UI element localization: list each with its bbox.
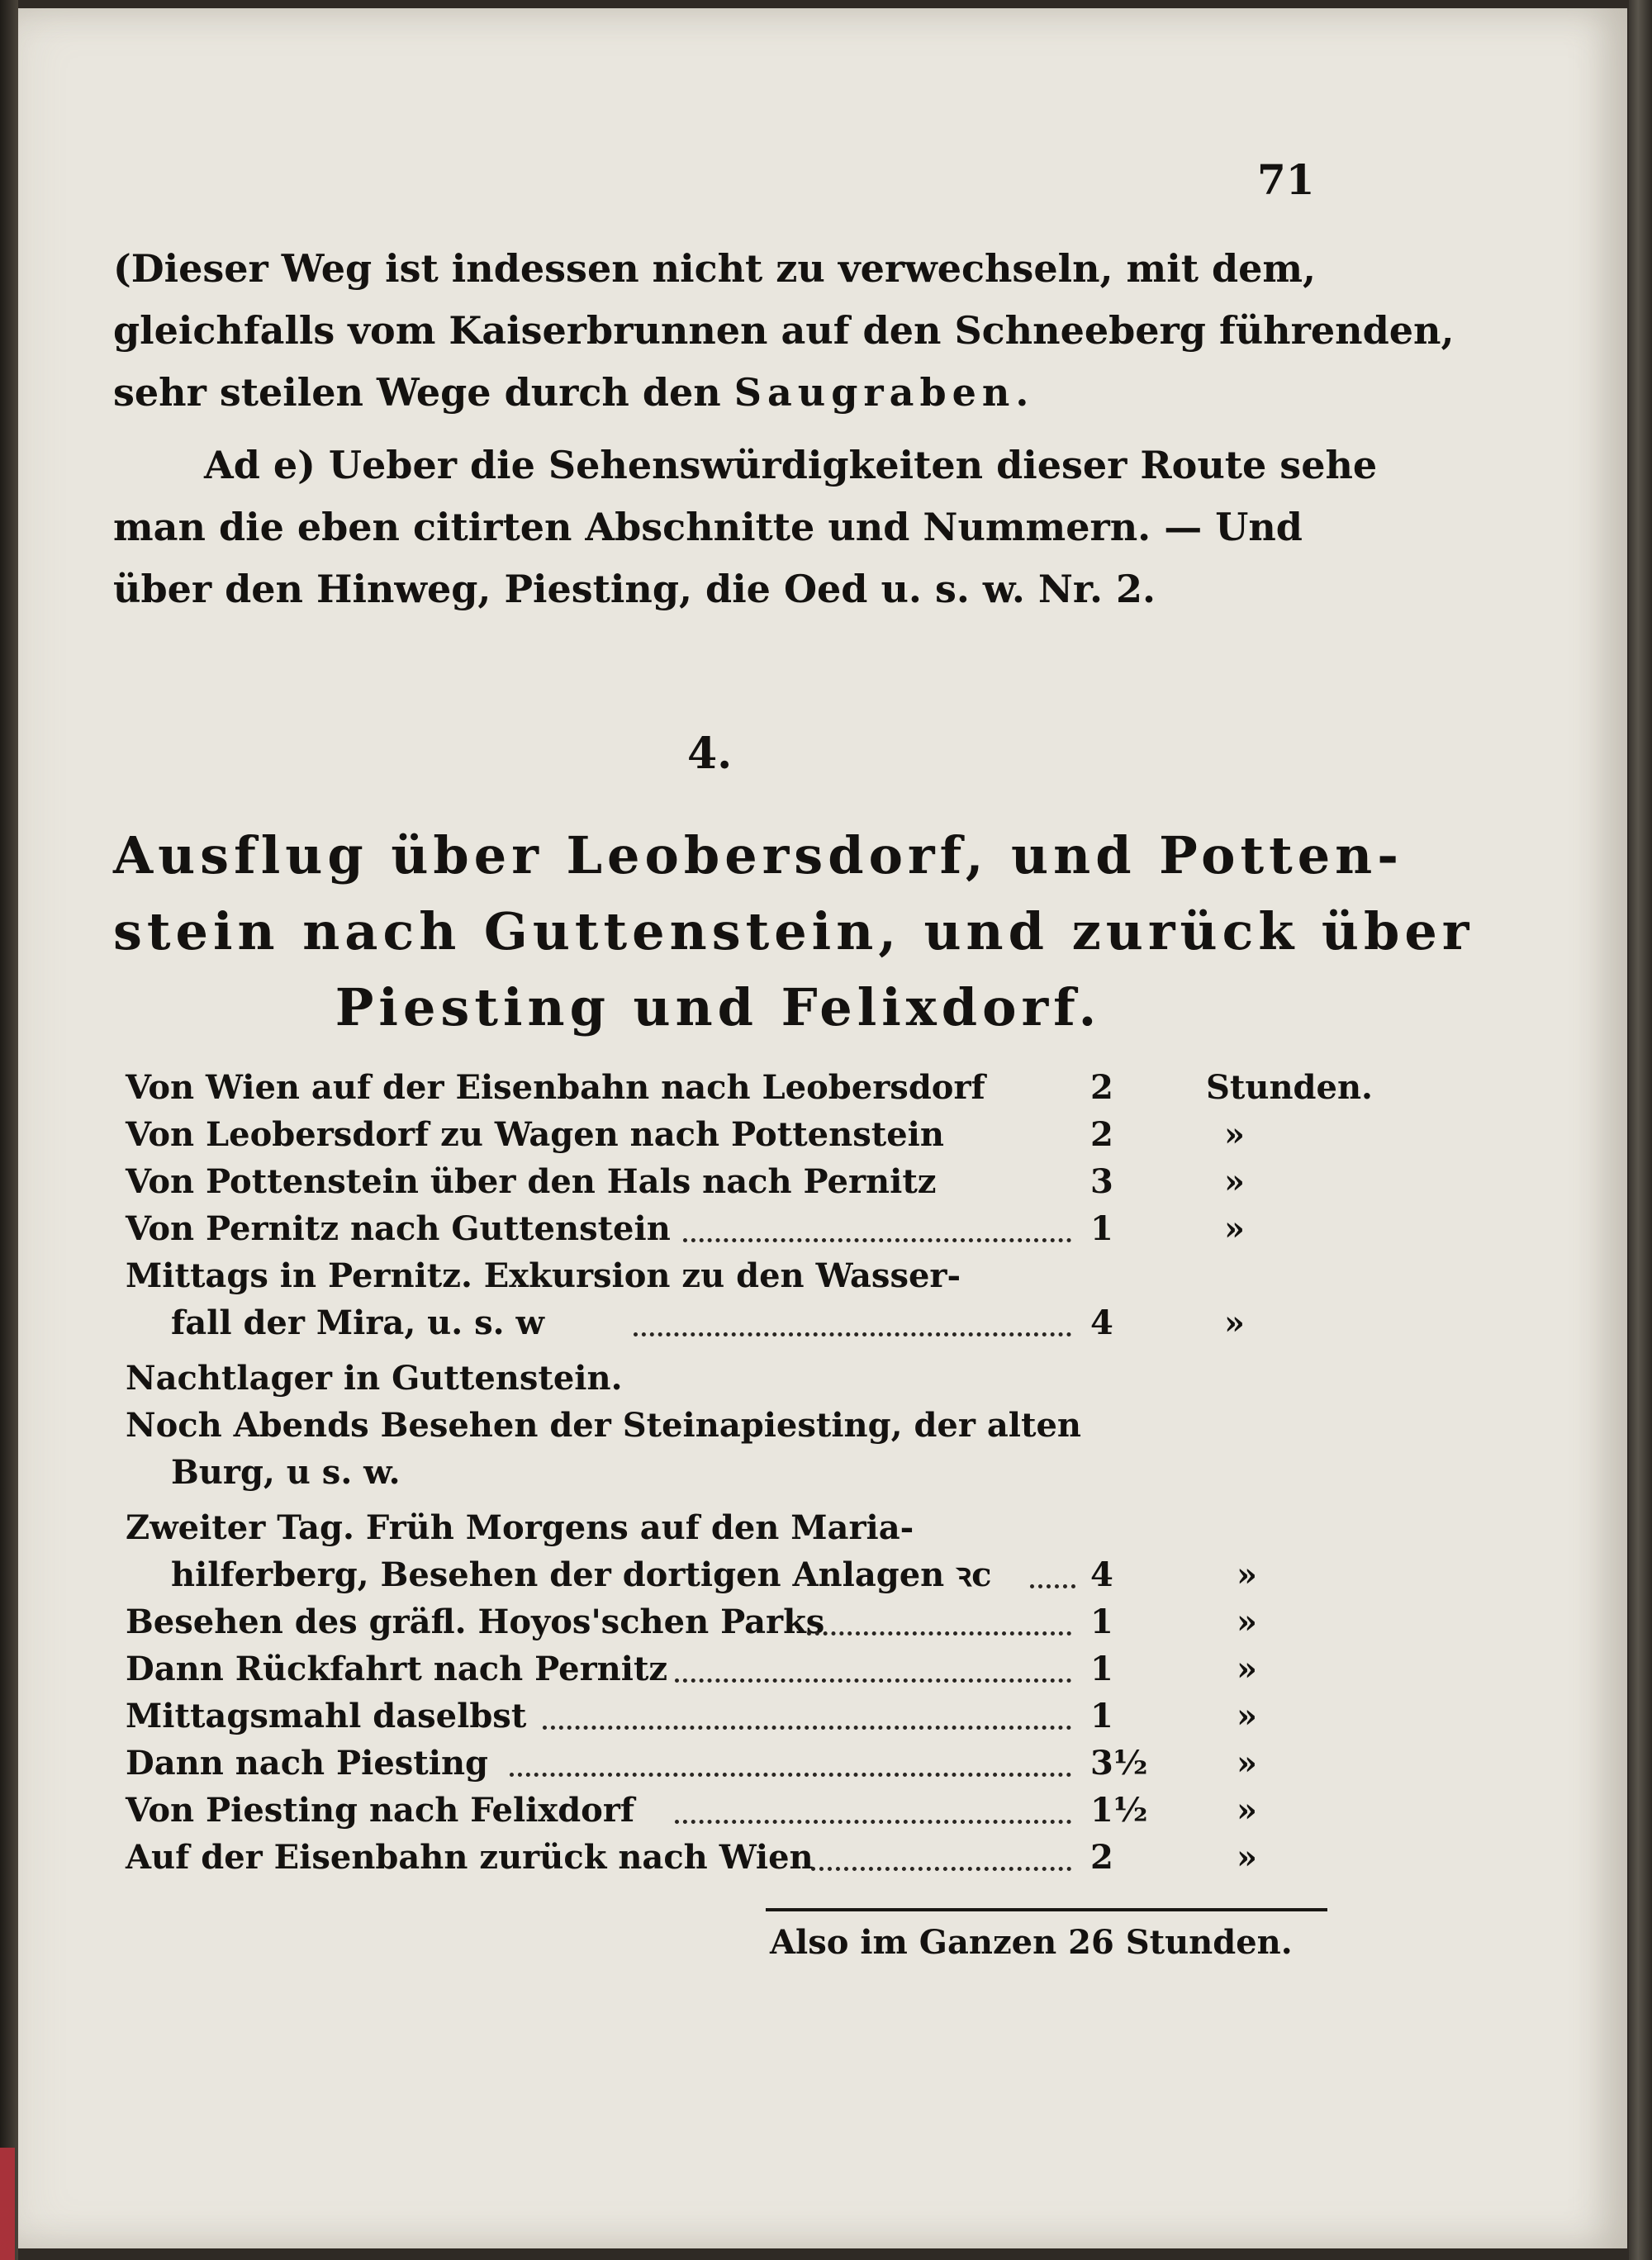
paragraph-2-line-3: über den Hinweg, Piesting, die Oed u. s. w. Nr. 2. [113,567,1156,611]
itinerary-unit: » [1237,1697,1257,1735]
itinerary-hours: 1 [1090,1650,1113,1688]
paragraph-2-line-1: Ad e) Ueber die Sehenswürdigkeiten dieser Route sehe [204,443,1378,487]
paragraph-1 [113,238,1455,424]
itinerary-row [113,1740,1352,1787]
itinerary-unit: » [1224,1115,1245,1154]
itinerary-unit: » [1224,1209,1245,1248]
dot-leader [683,1238,1071,1242]
paragraph-1-line-2: gleichfalls vom Kaiserbrunnen auf den Schneeberg führenden, [113,308,1455,353]
itinerary-row [113,1551,1352,1598]
dot-leader [1030,1584,1075,1588]
itinerary-hours: 2 [1090,1838,1113,1877]
itinerary-description: Von Leobersdorf zu Wagen nach Pottenstein [126,1115,944,1154]
dot-leader [675,1820,1071,1824]
itinerary-row [113,1504,1352,1551]
itinerary-hours: 4 [1090,1555,1113,1594]
itinerary-row [113,1787,1352,1834]
dot-leader [634,1332,1071,1337]
paragraph-2-line-2: man die eben citirten Abschnitte und Nummern. — Und [113,505,1303,549]
itinerary-unit: » [1237,1838,1257,1877]
itinerary-row [113,1645,1352,1693]
section-title-line-2: stein nach Guttenstein, und zurück über [113,901,1474,961]
section-title-line-1: Ausflug über Leobersdorf, und Potten- [113,825,1403,885]
itinerary-row [113,1299,1352,1346]
paragraph-1-line-3 [113,362,1323,424]
itinerary-description: Mittags in Pernitz. Exkursion zu den Wasser- [126,1256,961,1295]
itinerary-row [113,1158,1352,1205]
book-cover-edge [0,2148,15,2260]
paragraph-1-line-3-text: sehr steilen Wege durch den [113,370,721,415]
itinerary-description: Mittagsmahl daselbst [126,1697,527,1735]
dot-leader [543,1726,1071,1730]
book-page [18,8,1627,2248]
total-hours: Also im Ganzen 26 Stunden. [770,1923,1293,1962]
itinerary-description: Dann Rückfahrt nach Pernitz [126,1650,668,1688]
itinerary-description: Von Pottenstein über den Hals nach Pernitz [126,1162,937,1201]
page-number: 71 [1257,155,1315,204]
paragraph-2 [113,434,1378,620]
itinerary-description: Dann nach Piesting [126,1744,489,1783]
itinerary-row [113,1449,1352,1496]
itinerary-row [113,1402,1352,1449]
itinerary-unit: » [1237,1650,1257,1688]
itinerary-description: Noch Abends Besehen der Steinapiesting, der alten [126,1406,1081,1445]
itinerary-hours: 1 [1090,1602,1113,1641]
itinerary-hours: 2 [1090,1115,1113,1154]
itinerary-hours: 3 [1090,1162,1113,1201]
itinerary-description: Von Piesting nach Felixdorf [126,1791,635,1830]
itinerary-row [113,1598,1352,1645]
itinerary-unit: » [1224,1162,1245,1201]
itinerary-unit: » [1237,1791,1257,1830]
itinerary-hours: 3½ [1090,1744,1148,1783]
itinerary-row [113,1355,1352,1402]
section-number: 4. [687,729,733,779]
itinerary-hours: 1½ [1090,1791,1148,1830]
itinerary-hours: 1 [1090,1209,1113,1248]
book-right-edge [1629,0,1652,2260]
itinerary-description: hilferberg, Besehen der dortigen Anlagen ꝛc [171,1555,992,1594]
place-name-saugraben: Saugraben. [733,370,1035,415]
total-rule [766,1908,1327,1911]
itinerary-hours: 2 [1090,1068,1113,1107]
itinerary-description: Besehen des gräfl. Hoyos'schen Parks [126,1602,825,1641]
itinerary-description: Von Pernitz nach Guttenstein [126,1209,671,1248]
itinerary-unit: » [1224,1303,1245,1342]
paragraph-1-line-1: (Dieser Weg ist indessen nicht zu verwechseln, mit dem, [113,246,1317,291]
section-title [113,818,1474,1046]
itinerary-unit: » [1237,1602,1257,1641]
itinerary-row [113,1111,1352,1158]
itinerary-description: Von Wien auf der Eisenbahn nach Leobersdorf [126,1068,985,1107]
dot-leader [811,1867,1071,1871]
itinerary-description: Zweiter Tag. Früh Morgens auf den Maria- [126,1508,914,1547]
itinerary-unit: » [1237,1555,1257,1594]
dot-leader [510,1773,1071,1777]
itinerary-hours: 4 [1090,1303,1113,1342]
itinerary-row [113,1834,1352,1881]
itinerary-row [113,1064,1373,1111]
dot-leader [807,1631,1071,1636]
itinerary-unit: » [1237,1744,1257,1783]
section-title-line-3: Piesting und Felixdorf. [335,977,1102,1037]
itinerary-description: fall der Mira, u. s. w [171,1303,544,1342]
itinerary-row [113,1252,1352,1299]
itinerary-row [113,1693,1352,1740]
itinerary-table [113,1064,1373,1881]
itinerary-description: Nachtlager in Guttenstein. [126,1359,623,1398]
dot-leader [675,1678,1071,1683]
book-gutter [0,0,18,2260]
itinerary-description: Auf der Eisenbahn zurück nach Wien [126,1838,814,1877]
itinerary-row [113,1205,1352,1252]
itinerary-unit: Stunden. [1206,1068,1373,1107]
itinerary-description: Burg, u s. w. [171,1453,401,1492]
itinerary-hours: 1 [1090,1697,1113,1735]
